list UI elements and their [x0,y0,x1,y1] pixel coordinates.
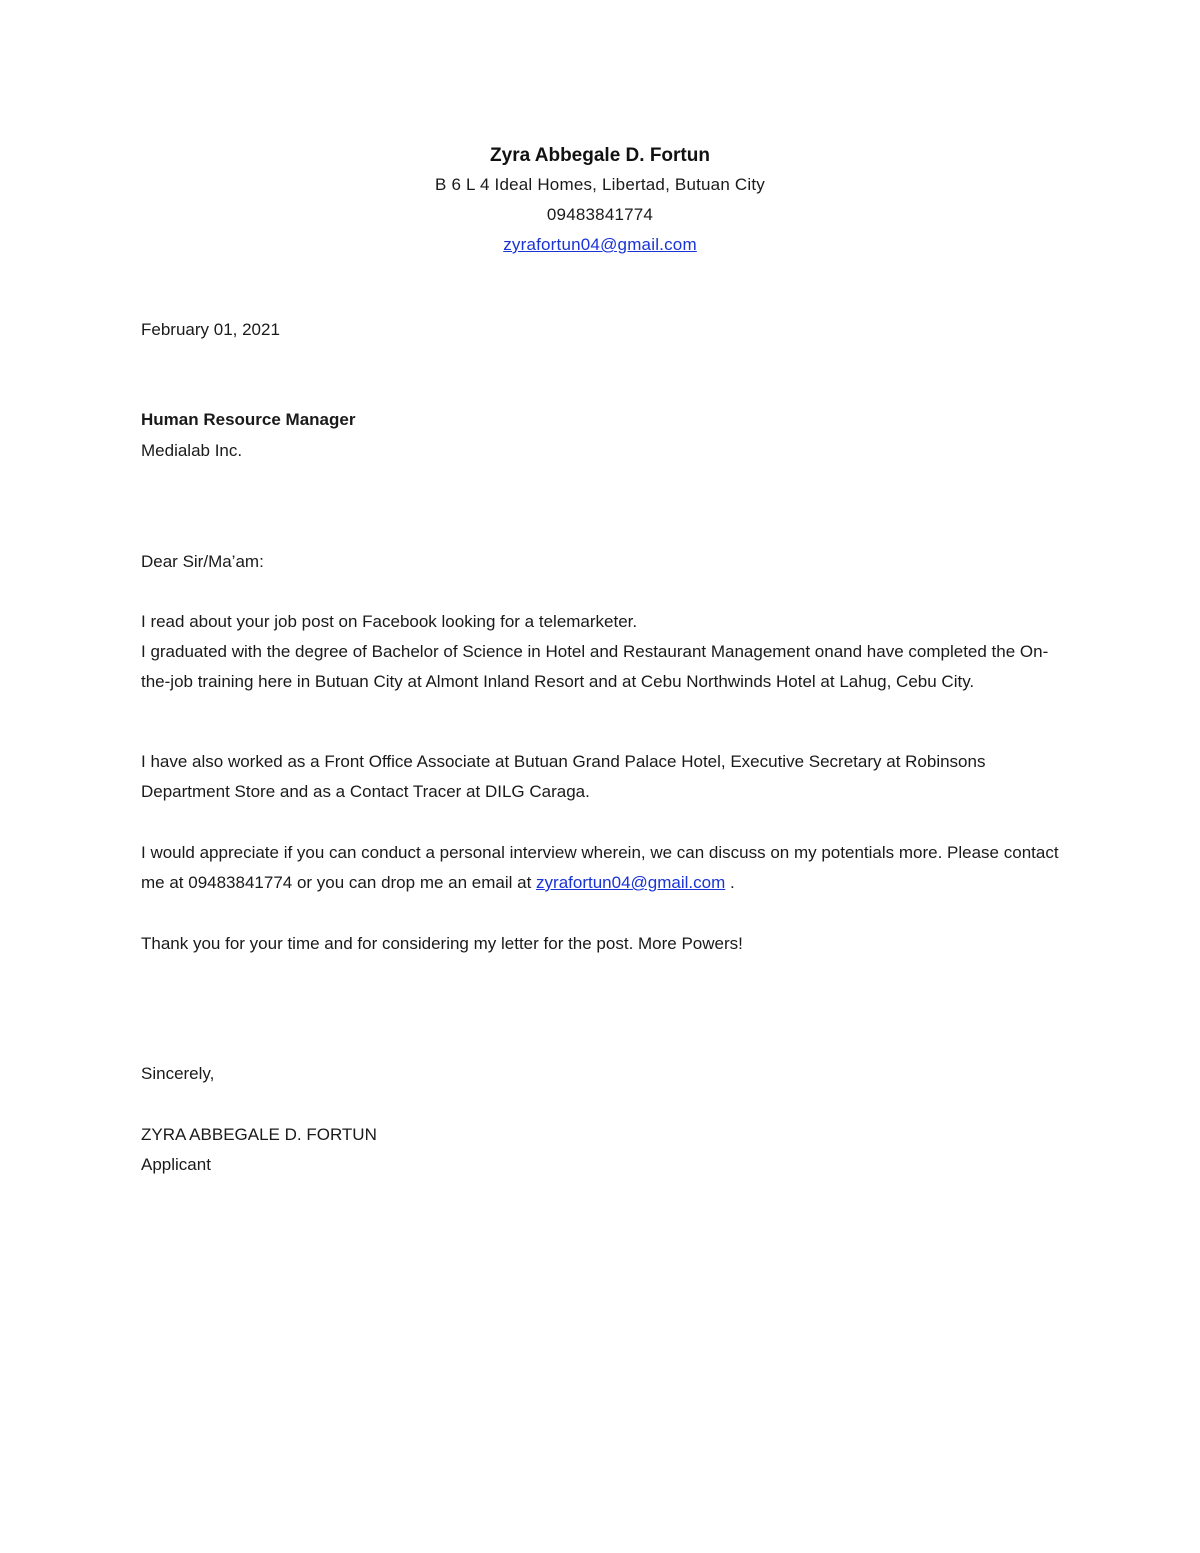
contact-email-link[interactable]: zyrafortun04@gmail.com [536,873,726,892]
paragraph-intro-line2: I graduated with the degree of Bachelor of Science in Hotel and Restaurant Management onand have completed the On-the-job training here in Butuan City at Almont Inland Resort and at Cebu Northwinds Hotel at Lahug, Cebu City. [141,642,1049,691]
paragraph-thanks: Thank you for your time and for considering my letter for the post. More Powers! [141,934,743,953]
recipient-company: Medialab Inc. [141,441,243,460]
letterhead [0,142,1200,260]
sender-email-link[interactable]: zyrafortun04@gmail.com [503,235,697,254]
sender-address: B 6 L 4 Ideal Homes, Libertad, Butuan City [434,175,765,194]
signer-name: ZYRA ABBEGALE D. FORTUN [141,1125,377,1144]
letter-date: February 01, 2021 [141,320,280,339]
signer-role: Applicant [141,1155,211,1174]
sender-name: Zyra Abbegale D. Fortun [490,145,710,166]
sender-email-line [0,230,1200,260]
paragraph-intro-line1: I read about your job post on Facebook looking for a telemarketer. [141,612,638,631]
paragraph-interview-text: I would appreciate if you can conduct a personal interview wherein, we can discuss on my potentials more. Please contact me at 09483841774 or you can drop me an email at [141,843,1059,892]
sender-phone: 09483841774 [546,205,654,224]
paragraph-interview-end: . [725,873,735,892]
recipient-title: Human Resource Manager [141,410,356,429]
paragraph-experience: I have also worked as a Front Office Associate at Butuan Grand Palace Hotel, Executive Secretary at Robinsons Department Store and as a Contact Tracer at DILG Caraga. [141,752,986,801]
valediction: Sincerely, [141,1064,215,1083]
paragraph-intro [141,607,1061,697]
paragraph-interview-request [141,838,1061,898]
salutation: Dear Sir/Ma’am: [141,552,264,571]
